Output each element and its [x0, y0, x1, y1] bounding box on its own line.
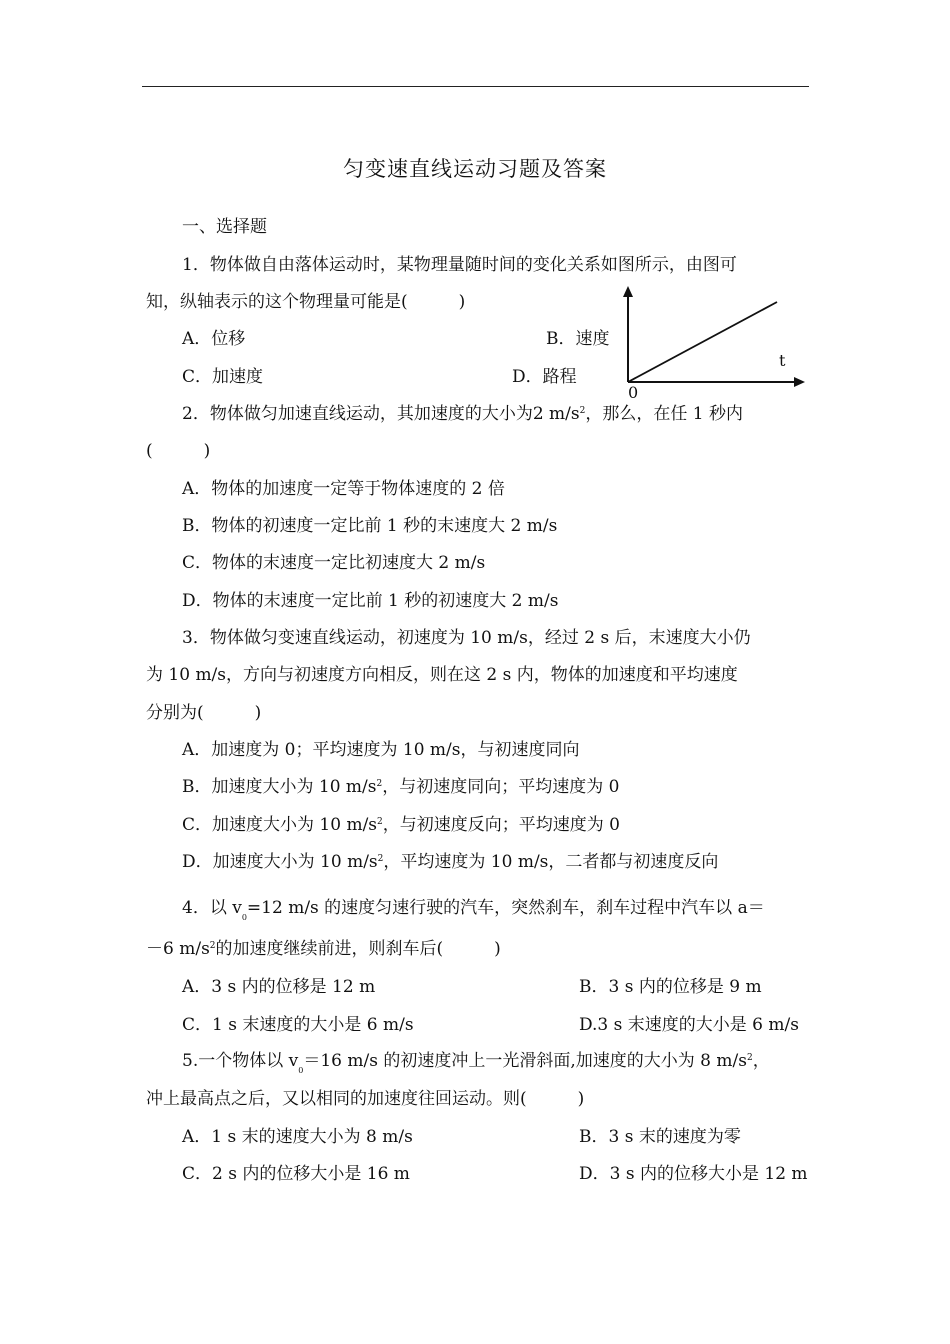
- q2-stem-sup: 2: [579, 406, 586, 416]
- q3-option-c-text-b: ，与初速度反向；平均速度为 0: [382, 815, 620, 835]
- q1-option-d: D．路程: [512, 367, 577, 387]
- q3-option-c: [182, 813, 620, 840]
- q2-stem-line1: [182, 402, 743, 429]
- q5-option-d: D．3 s 内的位移大小是 12 m: [579, 1164, 808, 1184]
- q3-option-a: A．加速度为 0；平均速度为 10 m/s，与初速度同向: [182, 740, 580, 760]
- graph-data-line: [628, 302, 777, 382]
- q3-option-b-text-b: ，与初速度同向；平均速度为 0: [382, 777, 620, 797]
- q2-option-b: B．物体的初速度一定比前 1 秒的末速度大 2 m/s: [182, 516, 558, 536]
- q5-stem-sub: 0: [298, 1066, 304, 1075]
- q5-option-a: A．1 s 末的速度大小为 8 m/s: [182, 1127, 413, 1147]
- q3-option-b-text-a: B．加速度大小为 10 m/s: [182, 777, 377, 797]
- q3-option-d-text-a: D．加速度大小为 10 m/s: [182, 852, 378, 872]
- q4-stem2-sup: 2: [209, 941, 216, 951]
- q2-option-d: D．物体的末速度一定比前 1 秒的初速度大 2 m/s: [182, 591, 559, 611]
- document-title: 匀变速直线运动习题及答案: [343, 157, 607, 181]
- q5-stem-text-a: 5.一个物体以 v: [182, 1051, 299, 1071]
- q4-option-a: A．3 s 内的位移是 12 m: [182, 977, 376, 997]
- q1-stem-line1: 1．物体做自由落体运动时，某物理量随时间的变化关系如图所示，由图可: [182, 255, 737, 275]
- q2-option-a: A．物体的加速度一定等于物体速度的 2 倍: [182, 479, 505, 499]
- q5-option-b: B．3 s 末的速度为零: [579, 1127, 741, 1147]
- q3-option-c-text-a: C．加速度大小为 10 m/s: [182, 815, 378, 835]
- q4-stem-text-b: =12 m/s 的速度匀速行驶的汽车，突然刹车，刹车过程中汽车以 a＝: [246, 898, 765, 918]
- q2-stem-text-b: ，那么，在任 1 秒内: [585, 404, 743, 424]
- q3-option-b: [182, 775, 619, 802]
- q4-stem2-text-b: 的加速度继续前进，则刹车后( ): [215, 939, 501, 959]
- q3-option-d: [182, 850, 718, 877]
- q3-option-b-sup: 2: [376, 779, 383, 789]
- q3-option-c-sup: 2: [377, 817, 383, 827]
- q1-option-c: C．加速度: [182, 367, 264, 387]
- q5-stem-text-c: ，: [752, 1051, 770, 1071]
- q2-stem-line2: ( ): [146, 441, 211, 461]
- q2-stem-text-a: 2．物体做匀加速直线运动，其加速度的大小为2 m/s: [182, 404, 580, 424]
- q5-option-c: C．2 s 内的位移大小是 16 m: [182, 1164, 410, 1184]
- q4-option-c: C．1 s 末速度的大小是 6 m/s: [182, 1015, 414, 1035]
- q1-graph: [615, 285, 805, 390]
- q3-stem-line3: 分别为( ): [146, 703, 262, 723]
- q4-option-d: D.3 s 末速度的大小是 6 m/s: [579, 1015, 799, 1035]
- q4-stem-text-a: 4．以 v: [182, 898, 242, 918]
- q3-stem-line2: 为 10 m/s，方向与初速度方向相反，则在这 2 s 内，物体的加速度和平均速度: [146, 665, 738, 685]
- q4-stem-line2: [146, 937, 501, 964]
- q5-stem-line1: [182, 1049, 770, 1076]
- q4-stem-line1: [182, 896, 765, 923]
- q3-option-d-text-b: ，平均速度为 10 m/s，二者都与初速度反向: [383, 852, 719, 872]
- q5-stem-line2: 冲上最高点之后，又以相同的加速度往回运动。则( ): [146, 1089, 585, 1109]
- q1-stem-line2: 知，纵轴表示的这个物理量可能是( ): [146, 292, 466, 312]
- q5-stem-sup: 2: [746, 1053, 753, 1063]
- q3-option-d-sup: 2: [377, 854, 384, 864]
- graph-y-arrow: [623, 286, 633, 297]
- header-rule: [142, 86, 809, 87]
- graph-x-arrow: [794, 377, 805, 387]
- q1-option-a: A．位移: [182, 329, 246, 349]
- section-heading: 一、选择题: [182, 217, 267, 237]
- q2-option-c: C．物体的末速度一定比初速度大 2 m/s: [182, 553, 486, 573]
- graph-origin-label: 0: [628, 383, 639, 402]
- q4-stem-sub: 0: [241, 913, 247, 922]
- q3-stem-line1: 3．物体做匀变速直线运动，初速度为 10 m/s，经过 2 s 后，末速度大小仍: [182, 628, 751, 648]
- q4-option-b: B．3 s 内的位移是 9 m: [579, 977, 762, 997]
- q5-stem-text-b: ＝16 m/s 的初速度冲上一光滑斜面,加速度的大小为 8 m/s: [303, 1051, 747, 1071]
- q4-stem2-text-a: －6 m/s: [146, 939, 210, 959]
- q1-option-b: B．速度: [546, 329, 610, 349]
- graph-x-label: t: [779, 351, 786, 370]
